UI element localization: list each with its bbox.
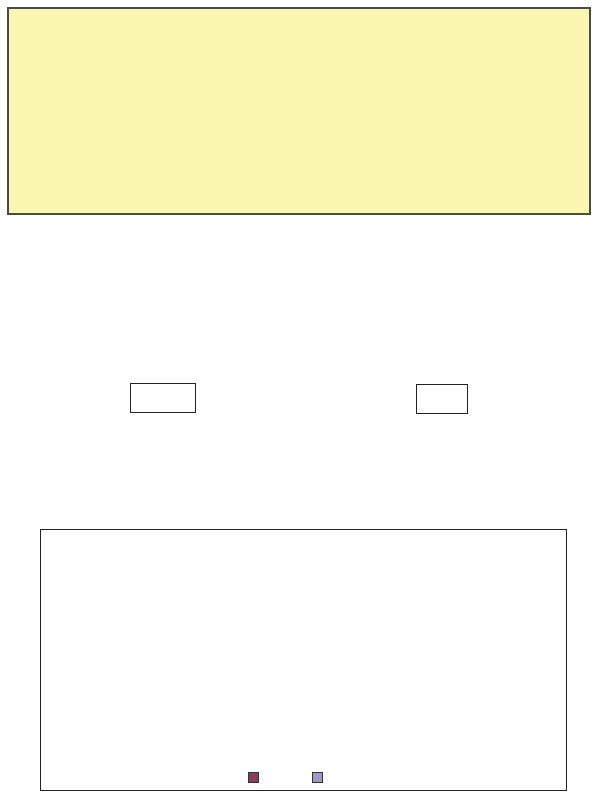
legend-teacher bbox=[312, 772, 327, 783]
legend-company-swatch bbox=[248, 772, 259, 783]
legend-teacher-swatch bbox=[312, 772, 323, 783]
legend-company bbox=[248, 772, 263, 783]
